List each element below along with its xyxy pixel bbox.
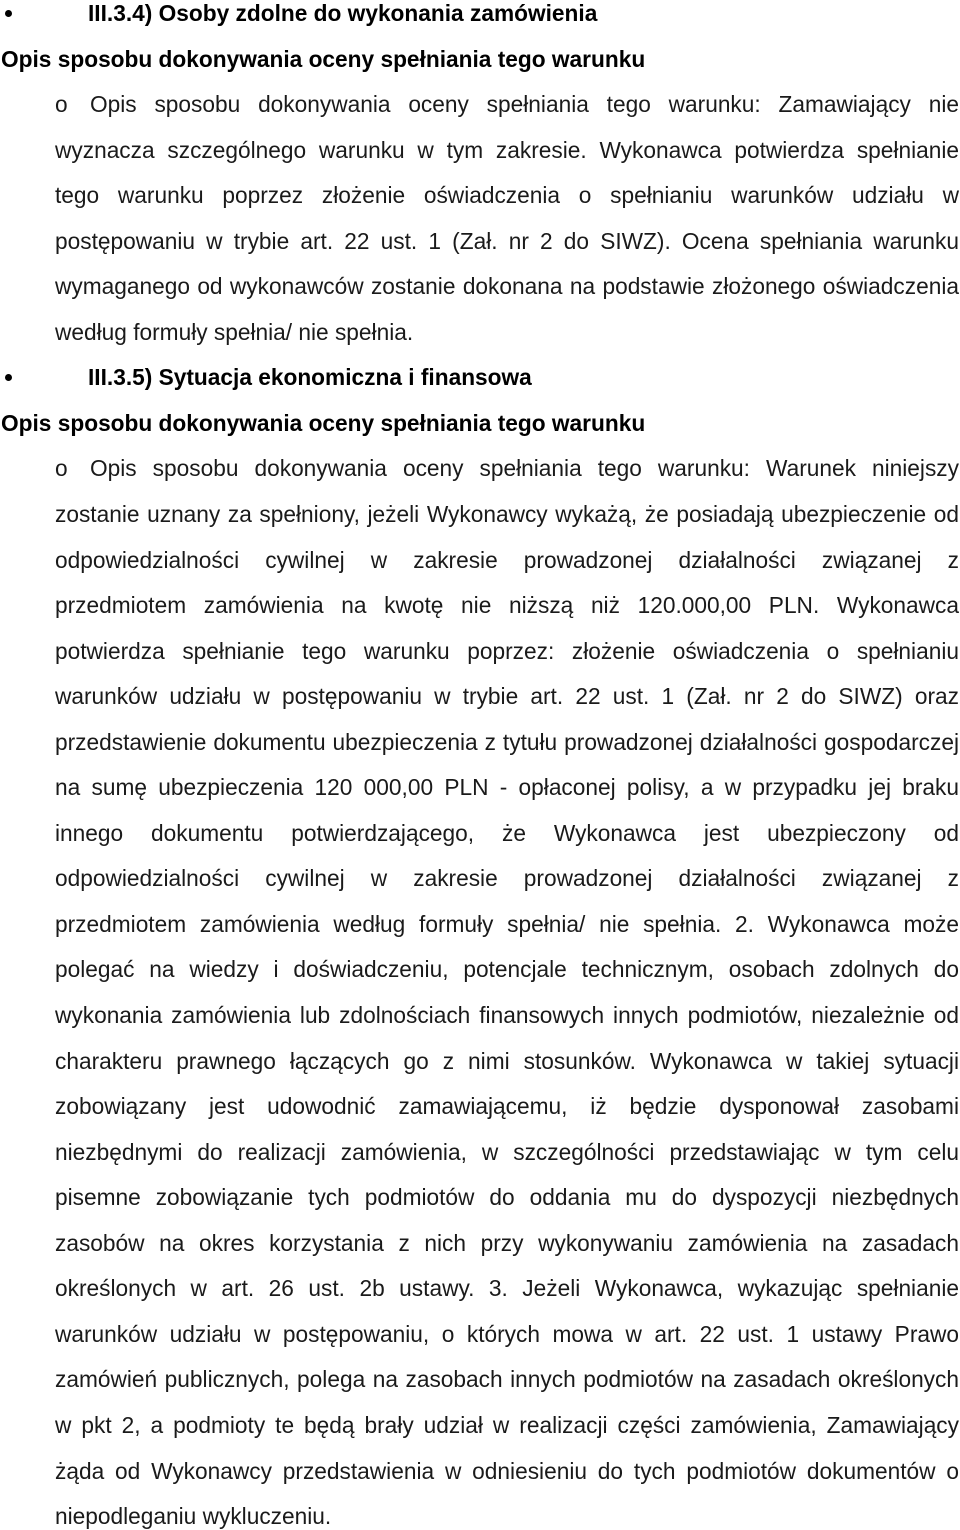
paragraph-line: [0, 774, 960, 800]
paragraph-text: wyznacza szczególnego warunku w tym zakresie. Wykonawca potwierdza spełnianie: [55, 136, 959, 163]
paragraph-line: [0, 1412, 960, 1438]
paragraph-line: [0, 91, 960, 117]
paragraph-line: [0, 683, 960, 709]
paragraph-text: zamówień publicznych, polega na zasobach innych podmiotów na zasadach określonych: [55, 1366, 959, 1393]
paragraph-line: [0, 1002, 960, 1028]
bullet-icon: [5, 10, 12, 17]
paragraph-text: tego warunku poprzez złożenie oświadczenia o spełnianiu warunków udziału w: [55, 182, 959, 209]
list-marker: o: [55, 91, 68, 118]
paragraph-line: [0, 1503, 960, 1529]
paragraph-line: [0, 956, 960, 982]
paragraph-text: wymaganego od wykonawców zostanie dokonana na podstawie złożonego oświadczenia: [55, 273, 959, 300]
paragraph-text: na sumę ubezpieczenia 120 000,00 PLN - opłaconej polisy, a w przypadku jej braku: [55, 774, 959, 801]
section-heading-line: [0, 0, 960, 26]
paragraph-line: [0, 911, 960, 937]
paragraph-text: żąda od Wykonawcy przedstawienia w odniesieniu do tych podmiotów dokumentów o: [55, 1457, 959, 1484]
paragraph-line: [0, 865, 960, 891]
paragraph-text: niezbędnymi do realizacji zamówienia, w szczególności przedstawiając w tym celu: [55, 1138, 959, 1165]
paragraph-text: wykonania zamówienia lub zdolnościach finansowych innych podmiotów, niezależnie od: [55, 1002, 959, 1029]
paragraph-text: warunków udziału w postępowaniu, o których mowa w art. 22 ust. 1 ustawy Prawo: [55, 1320, 959, 1347]
paragraph-line: [0, 1139, 960, 1165]
paragraph-text: pisemne zobowiązanie tych podmiotów do oddania mu do dyspozycji niezbędnych: [55, 1184, 959, 1211]
paragraph-line: [0, 137, 960, 163]
paragraph-text: Opis sposobu dokonywania oceny spełniania tego warunku: Warunek niniejszy: [90, 455, 959, 482]
paragraph-line: [0, 729, 960, 755]
list-marker: o: [55, 455, 68, 482]
paragraph-text: potwierdza spełnianie tego warunku poprzez: złożenie oświadczenia o spełnianiu: [55, 637, 959, 664]
paragraph-line: [0, 547, 960, 573]
paragraph-line: [0, 1184, 960, 1210]
paragraph-text: według formuły spełnia/ nie spełnia.: [55, 318, 414, 345]
paragraph-text: polegać na wiedzy i doświadczeniu, potencjale technicznym, osobach zdolnych do: [55, 956, 959, 983]
section-heading: III.3.4) Osoby zdolne do wykonania zamówienia: [88, 0, 598, 26]
section-subheading-line: [0, 410, 960, 436]
bullet-icon: [5, 374, 12, 381]
section-subheading-line: [0, 46, 960, 72]
paragraph-text: postępowaniu w trybie art. 22 ust. 1 (Zał. nr 2 do SIWZ). Ocena spełniania warunku: [55, 227, 959, 254]
paragraph-line: [0, 228, 960, 254]
paragraph-text: odpowiedzialności cywilnej w zakresie prowadzonej działalności związanej z: [55, 546, 959, 573]
paragraph-text: zostanie uznany za spełniony, jeżeli Wykonawcy wykażą, że posiadają ubezpieczenie od: [55, 501, 959, 528]
paragraph-text: odpowiedzialności cywilnej w zakresie prowadzonej działalności związanej z: [55, 865, 959, 892]
paragraph-line: [0, 1048, 960, 1074]
paragraph-text: charakteru prawnego łączących go z nimi stosunków. Wykonawca w takiej sytuacji: [55, 1047, 959, 1074]
paragraph-text: innego dokumentu potwierdzającego, że Wykonawca jest ubezpieczony od: [55, 819, 959, 846]
paragraph-line: [0, 1275, 960, 1301]
paragraph-line: [0, 1458, 960, 1484]
paragraph-text: zobowiązany jest udowodnić zamawiającemu, iż będzie dysponował zasobami: [55, 1093, 959, 1120]
section-heading-line: [0, 364, 960, 390]
paragraph-line: [0, 592, 960, 618]
paragraph-line: [0, 273, 960, 299]
document-section: [0, 364, 960, 1529]
paragraph-text: przedstawienie dokumentu ubezpieczenia z tytułu prowadzonej działalności gospodarczej: [55, 728, 959, 755]
paragraph-text: warunków udziału w postępowaniu w trybie art. 22 ust. 1 (Zał. nr 2 do SIWZ) oraz: [55, 683, 959, 710]
paragraph-text: przedmiotem zamówienia według formuły spełnia/ nie spełnia. 2. Wykonawca może: [55, 910, 959, 937]
section-subheading: Opis sposobu dokonywania oceny spełniania tego warunku: [1, 409, 646, 436]
paragraph-line: [0, 1366, 960, 1392]
paragraph-line: [0, 820, 960, 846]
paragraph-text: Opis sposobu dokonywania oceny spełniania tego warunku: Zamawiający nie: [90, 91, 959, 118]
paragraph-text: określonych w art. 26 ust. 2b ustawy. 3. Jeżeli Wykonawca, wykazując spełnianie: [55, 1275, 959, 1302]
document-section: [0, 0, 960, 345]
section-subheading: Opis sposobu dokonywania oceny spełniania tego warunku: [1, 45, 646, 72]
paragraph-text: przedmiotem zamówienia na kwotę nie niższą niż 120.000,00 PLN. Wykonawca: [55, 592, 959, 619]
paragraph-line: [0, 638, 960, 664]
paragraph-line: [0, 319, 960, 345]
paragraph-line: [0, 1230, 960, 1256]
paragraph-text: niepodleganiu wykluczeniu.: [55, 1503, 332, 1530]
paragraph-text: zasobów na okres korzystania z nich przy wykonywaniu zamówienia na zasadach: [55, 1229, 959, 1256]
section-heading: III.3.5) Sytuacja ekonomiczna i finansowa: [88, 364, 532, 391]
paragraph-text: w pkt 2, a podmioty te będą brały udział w realizacji części zamówienia, Zamawiający: [55, 1411, 959, 1438]
paragraph-line: [0, 1093, 960, 1119]
paragraph-line: [0, 1321, 960, 1347]
paragraph-line: [0, 182, 960, 208]
paragraph-line: [0, 501, 960, 527]
paragraph-line: [0, 455, 960, 481]
